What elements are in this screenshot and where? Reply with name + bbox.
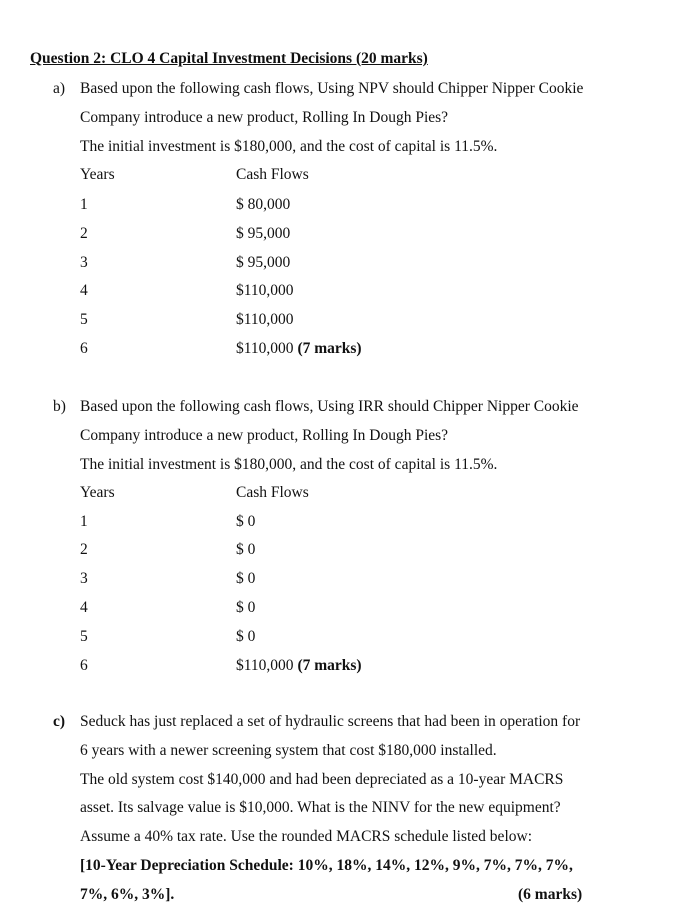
- part-b-year: 6: [80, 657, 88, 674]
- part-b-cash: $ 0: [236, 599, 256, 616]
- question-heading: Question 2: CLO 4 Capital Investment Decisions (20 marks): [30, 50, 428, 67]
- part-a-years-header: Years: [80, 166, 115, 183]
- part-b-cash-last: [236, 657, 362, 675]
- part-b-year: 4: [80, 599, 88, 616]
- part-a-line-2: Company introduce a new product, Rolling In Dough Pies?: [80, 109, 449, 126]
- part-b-cash: $ 0: [236, 570, 256, 587]
- part-c-line-6: [10-Year Depreciation Schedule: 10%, 18%, 14%, 12%, 9%, 7%, 7%, 7%,: [80, 857, 573, 874]
- part-b-year: 3: [80, 570, 88, 587]
- part-a-year: 3: [80, 254, 88, 271]
- part-b-year: 5: [80, 628, 88, 645]
- part-c-line-5: Assume a 40% tax rate. Use the rounded MACRS schedule listed below:: [80, 828, 532, 845]
- part-b-cash: $ 0: [236, 513, 256, 530]
- part-c-line-1: Seduck has just replaced a set of hydraulic screens that had been in operation for: [80, 713, 581, 730]
- part-a-line-1: Based upon the following cash flows, Using NPV should Chipper Nipper Cookie: [80, 80, 584, 97]
- part-a-line-3: The initial investment is $180,000, and the cost of capital is 11.5%.: [80, 138, 498, 155]
- part-a-cash-value: $110,000: [236, 340, 294, 357]
- part-c-line-7: 7%, 6%, 3%].: [80, 886, 175, 903]
- part-b-cash: $ 0: [236, 628, 256, 645]
- part-a-marks: (7 marks): [297, 340, 362, 357]
- part-a-year: 2: [80, 225, 88, 242]
- part-a-cash: $110,000: [236, 311, 294, 328]
- part-b-marks: (7 marks): [297, 657, 362, 674]
- part-b-letter: b): [53, 398, 66, 415]
- part-b-cash-value: $110,000: [236, 657, 294, 674]
- part-c-line-4: asset. Its salvage value is $10,000. What is the NINV for the new equipment?: [80, 799, 561, 816]
- part-a-letter: a): [53, 80, 66, 97]
- part-a-year: 4: [80, 282, 88, 299]
- part-a-year: 1: [80, 196, 88, 213]
- part-a-cash: $ 95,000: [236, 225, 291, 242]
- part-c-line-3: The old system cost $140,000 and had been depreciated as a 10-year MACRS: [80, 771, 564, 788]
- part-a-cash: $ 95,000: [236, 254, 291, 271]
- part-a-year: 6: [80, 340, 88, 357]
- part-b-years-header: Years: [80, 484, 115, 501]
- part-b-year: 1: [80, 513, 88, 530]
- part-a-cashflows-header: Cash Flows: [236, 166, 309, 183]
- part-c-marks: (6 marks): [518, 886, 583, 903]
- part-a-cash: $110,000: [236, 282, 294, 299]
- part-a-cash-last: [236, 340, 362, 358]
- part-b-year: 2: [80, 541, 88, 558]
- part-a-cash: $ 80,000: [236, 196, 291, 213]
- part-c-line-2: 6 years with a newer screening system that cost $180,000 installed.: [80, 742, 497, 759]
- part-b-line-2: Company introduce a new product, Rolling In Dough Pies?: [80, 427, 449, 444]
- part-b-line-3: The initial investment is $180,000, and the cost of capital is 11.5%.: [80, 456, 498, 473]
- part-b-cashflows-header: Cash Flows: [236, 484, 309, 501]
- part-b-line-1: Based upon the following cash flows, Using IRR should Chipper Nipper Cookie: [80, 398, 579, 415]
- part-b-cash: $ 0: [236, 541, 256, 558]
- part-a-year: 5: [80, 311, 88, 328]
- part-c-letter: c): [53, 713, 66, 730]
